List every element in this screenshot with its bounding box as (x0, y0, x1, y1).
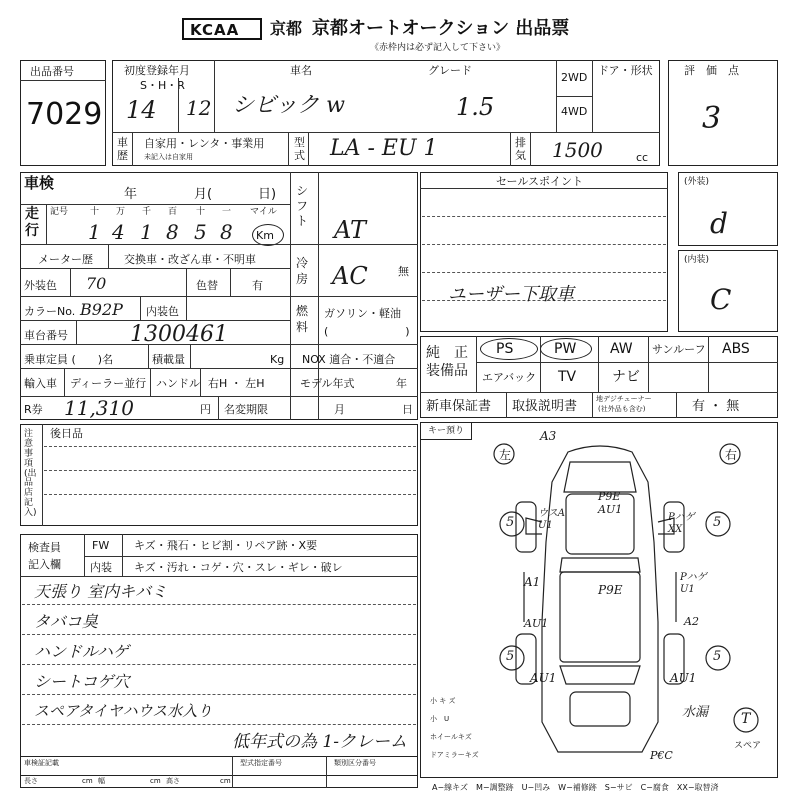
model-year-label: モデル年式 (300, 377, 355, 390)
mark-rf-front: Pハゲ XX (668, 512, 695, 535)
shaken-day: 日) (258, 187, 277, 202)
interior-label: (内装) (684, 255, 710, 265)
tire-rf: 5 (713, 515, 722, 530)
mileage-unit-4: 十 (196, 207, 206, 217)
model-value: LA - EU 1 (330, 136, 438, 161)
footer-label-7: 型式指定番号 (240, 759, 282, 767)
interior-grade: C (710, 283, 732, 316)
mark-ldoor: A1 (524, 575, 541, 589)
recycle-value: 11,310 (64, 396, 134, 420)
history-note: 未記入は自家用 (144, 153, 193, 161)
equip-ps: PS (496, 341, 514, 357)
key-label: キー預り (428, 426, 465, 436)
inspector-label: 検査員 記入欄 (28, 541, 61, 571)
footer-label-3: 幅 (98, 777, 105, 785)
digital-note: (社外品も含む) (598, 405, 646, 413)
equip-aw: AW (610, 341, 633, 357)
int-value: キズ・汚れ・コゲ・穴・スレ・ギレ・破レ (134, 561, 343, 574)
page-title: 京都オートオークション 出品票 (312, 18, 570, 39)
digital-value: 有 ・ 無 (692, 399, 740, 414)
mileage-km: Km (256, 229, 274, 242)
inspector-note-4: スペアタイヤハウス水入り (34, 702, 213, 720)
mileage-digit-5: 8 (220, 220, 233, 244)
legend-footer: A−線キズ M−調整跡 U−凹み W−補修跡 S−サビ C−腐食 XX−取替済 (432, 783, 719, 792)
exterior-label: (外装) (684, 177, 710, 187)
grade-label: グレード (428, 64, 472, 77)
lot-number: 7029 (26, 97, 103, 132)
recycle-unit: 円 (200, 403, 211, 416)
equip-label: 純 正 装備品 (426, 345, 468, 380)
eval-score: 3 (702, 101, 722, 136)
mileage-unit-1: 万 (116, 207, 126, 217)
fw-value: キズ・飛石・ヒビ割・リペア跡・X要 (134, 539, 318, 552)
sales-value: ユーザー下取車 (448, 284, 574, 305)
ac-value: AC (332, 262, 368, 290)
later-label: 後日品 (50, 427, 83, 440)
mark-rq: AU1 (670, 671, 697, 685)
tire-lf: 5 (506, 515, 515, 530)
digital-label: 地デジチューナー (596, 395, 652, 403)
logo (182, 18, 262, 40)
sales-box (420, 172, 668, 332)
shaken-label: 車検 (24, 174, 55, 192)
dealer-label: ディーラー並行 (70, 377, 147, 390)
notes-label: 注意事項(出品店記入) (24, 429, 37, 519)
footer-label-5: 高さ (166, 777, 180, 785)
expiry-day: 日 (402, 403, 413, 416)
ext-color-value: 70 (86, 274, 107, 293)
mileage-label: 走 行 (25, 206, 39, 239)
color-no-value: B92P (80, 300, 123, 319)
logo-text: KCAA (190, 21, 240, 39)
mark-lq: AU1 (530, 671, 557, 685)
mileage-unit-3: 百 (168, 207, 178, 217)
mileage-digit-4: 5 (194, 220, 207, 244)
car-diagram (420, 422, 778, 778)
grade-value: 1.5 (456, 93, 495, 121)
drive-2wd: 2WD (561, 71, 588, 84)
mileage-digit-3: 8 (166, 220, 179, 244)
recycle-label: R券 (24, 403, 43, 416)
mark-lf-front: ウスA U1 (538, 508, 565, 531)
model-year-unit: 年 (396, 377, 407, 390)
fw-label: FW (92, 539, 110, 552)
history-label: 車 歴 (117, 136, 128, 163)
ps-circle (480, 338, 538, 360)
footer-label-2: cm (82, 777, 93, 785)
color-no-label: カラーNo. (24, 305, 76, 318)
mark-roof: P9E AU1 (598, 490, 623, 517)
int-color-label: 内装色 (146, 305, 179, 318)
shaken-month: 月( (194, 187, 213, 202)
equip-tv: TV (558, 369, 577, 385)
mark-rrear: A2 (684, 615, 699, 628)
fuel-paren: ( ) (324, 325, 410, 338)
mark-top: A3 (540, 429, 557, 443)
logo-city: 京都 (270, 19, 303, 38)
ac-none: 無 (398, 265, 409, 278)
shift-label: シ フ ト (296, 184, 309, 228)
load-unit: Kg (270, 353, 285, 366)
mark-hood: P9E (598, 583, 623, 597)
mark-water: 水漏 (682, 705, 709, 720)
doc-warranty: 新車保証書 (426, 399, 492, 414)
capacity-label: 乗車定員 ( )名 (24, 353, 114, 366)
fuel-label: 燃 料 (296, 304, 309, 334)
equip-airbag: エアバック (482, 371, 537, 384)
left-side-label: 左 (499, 448, 512, 462)
sales-label: セールスポイント (496, 175, 584, 188)
tire-lr: 5 (506, 649, 515, 664)
meter-value: 交換車・改ざん車・不明車 (124, 253, 256, 266)
pw-circle (540, 338, 592, 360)
model-label: 型 式 (294, 136, 305, 163)
load-label: 積載量 (152, 353, 185, 366)
expiry-label: 名変期限 (224, 403, 268, 416)
fuel-value: ガソリン・軽油 (324, 307, 401, 320)
ac-label: 冷 房 (296, 256, 309, 286)
reg-month: 12 (186, 96, 212, 120)
footer-label-4: cm (150, 777, 161, 785)
color-change-label: 色替 (196, 279, 218, 292)
import-label: 輸入車 (24, 377, 57, 390)
eval-label: 評 価 点 (684, 64, 739, 77)
exterior-grade: d (710, 207, 728, 240)
reg-year: 14 (126, 96, 157, 124)
spare-value: T (741, 711, 751, 727)
mark-lrear: AU1 (524, 617, 549, 630)
doc-manual: 取扱説明書 (512, 399, 578, 414)
disp-unit: cc (636, 151, 649, 164)
mileage-unit-5: 一 (222, 207, 232, 217)
door-label: ドア・形状 (598, 64, 653, 77)
footer-label-1: 長さ (24, 777, 38, 785)
disp-label: 排 気 (515, 136, 526, 163)
color-change-value: 有 (252, 279, 263, 292)
inspector-note-3: シートコゲ穴 (34, 672, 130, 691)
inspector-note-2: ハンドルハゲ (34, 642, 129, 661)
inspector-note-1: タバコ臭 (34, 612, 98, 631)
reg-label: 初度登録年月 (124, 64, 190, 77)
expiry-month: 月 (334, 403, 345, 416)
inspector-note-5: 低年式の為 1-クレーム (232, 732, 407, 752)
chassis-value: 1300461 (130, 322, 228, 347)
km-circle (252, 224, 284, 246)
nox-value: NOX 適合・不適合 (302, 353, 396, 366)
handle-label: ハンドル (156, 377, 200, 390)
legend-0: 小 キ ズ (430, 697, 456, 705)
legend-1: 小 U (430, 715, 450, 723)
chassis-label: 車台番号 (24, 329, 68, 342)
mark-pec: P€C (650, 749, 673, 762)
equip-pw: PW (554, 341, 577, 357)
drive-4wd: 4WD (561, 105, 588, 118)
meter-label: メーター歴 (38, 253, 93, 266)
shift-value: AT (334, 216, 367, 244)
mileage-mile: マイル (250, 207, 277, 217)
mileage-unit-0: 十 (90, 207, 100, 217)
mileage-digit-2: 1 (140, 220, 153, 244)
footer-label-8: 類別区分番号 (334, 759, 376, 767)
car-name: シビック w (232, 93, 345, 118)
name-label: 車名 (290, 64, 312, 77)
disp-value: 1500 (552, 138, 603, 162)
tire-rr: 5 (713, 649, 722, 664)
era-label: S・H・R (140, 79, 185, 92)
mileage-digit-0: 1 (88, 220, 101, 244)
page-subtitle: 《赤枠内は必ず記入して下さい》 (370, 43, 506, 53)
mileage-digit-1: 4 (112, 220, 125, 244)
int-label: 内装 (90, 561, 112, 574)
handle-value: 右H ・ 左H (208, 377, 265, 390)
right-side-label: 右 (725, 448, 738, 462)
mileage-unit-2: 千 (142, 207, 152, 217)
lot-label: 出品番号 (30, 65, 74, 78)
inspector-note-0: 天張り 室内キバミ (34, 582, 168, 601)
legend-2: ホイールキズ (430, 733, 472, 741)
legend-3: ドアミラーキズ (430, 751, 479, 759)
history-value: 自家用・レンタ・事業用 (144, 137, 265, 150)
equip-abs: ABS (722, 341, 750, 357)
footer-label-0: 車検証記載 (24, 759, 59, 767)
equip-navi: ナビ (612, 369, 640, 385)
mark-rdoor: Pハゲ U1 (680, 572, 707, 595)
ext-color-label: 外装色 (24, 279, 57, 292)
shaken-year: 年 (124, 187, 138, 202)
mileage-sign: 記号 (50, 207, 69, 217)
spare-label: スペア (734, 741, 762, 751)
footer-label-6: cm (220, 777, 231, 785)
equip-sunroof: サンルーフ (652, 343, 706, 356)
